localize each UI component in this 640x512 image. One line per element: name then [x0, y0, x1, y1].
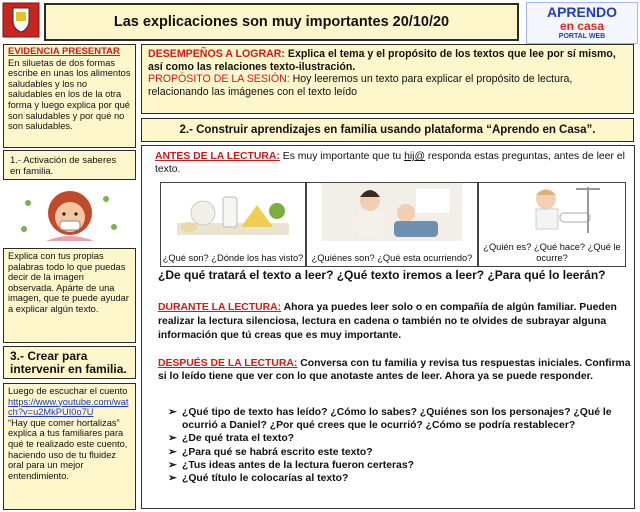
food-image — [173, 183, 293, 241]
durante-text: Ahora ya puedes leer solo o en compañía de algún familiar. Pueden realizar la lectura silenciosa, lectura en cadena o también no te olvides de subrayar alguna información que tú creas que es muy importante. — [158, 302, 617, 341]
question-text: ¿Tus ideas antes de la lectura fueron certeras? — [182, 459, 414, 471]
plataforma-heading: 2.- Construir aprendizajes en familia usando plataforma “Aprendo en Casa”. — [141, 118, 634, 142]
durante-section — [158, 301, 632, 343]
desempenos-box — [141, 44, 634, 114]
injured-boy-image — [492, 183, 612, 235]
list-item — [168, 459, 630, 472]
activacion-box — [3, 150, 136, 180]
despues-label: DESPUÉS DE LA LECTURA: — [158, 358, 298, 369]
antes-text-b: responda estas preguntas, antes de leer el texto. — [155, 151, 625, 175]
antes-word: hij@ — [404, 151, 426, 162]
logo-line-1: APRENDO — [546, 4, 617, 20]
aprendo-en-casa-logo — [526, 2, 638, 44]
despues-section — [158, 357, 632, 383]
despues-text: Conversa con tu familia y revisa tus respuestas iniciales. Confirma si lo leído tiene que ver con lo que anotaste antes de leer. Ahora ya se puede responder. — [158, 358, 631, 383]
antes-section — [155, 150, 631, 176]
explica-text: Explica con tus propias palabras todo lo que puedas decir de la imagen observada. Apárte de una imagen, que te puede ayudar a explicar algún texto. — [8, 251, 129, 314]
question-text: ¿Para qué se habrá escrito este texto? — [182, 446, 373, 458]
proposito-text: Hoy leeremos un texto para explicar el propósito de lectura, relacionando las imágenes con el texto leído — [148, 73, 573, 98]
page-title: Las explicaciones son muy importantes 20/10/20 — [44, 3, 519, 41]
arrow-bullet-icon: ➢ — [168, 446, 177, 458]
school-crest-logo — [2, 2, 40, 38]
desempenos-label: DESEMPEÑOS A LOGRAR: — [148, 48, 285, 60]
arrow-bullet-icon: ➢ — [168, 433, 177, 445]
evidencia-text: En siluetas de dos formas escribe en unas los alimentos saludables y los no saludables en los de la otra forma y luego explica por qué son saludables y por qué no son saludables. — [8, 57, 131, 132]
question-text: ¿De qué trata el texto? — [182, 433, 295, 445]
image-cell-food — [160, 182, 306, 267]
evidencia-box — [3, 44, 136, 148]
list-item — [168, 472, 630, 485]
crear-label: 3.- Crear para intervenir en familia. — [10, 349, 127, 376]
logo-line-2: en casa — [559, 19, 605, 33]
explica-box — [3, 248, 136, 343]
image-caption-3: ¿Quién es? ¿Qué hace? ¿Qué le ocurre? — [483, 242, 621, 263]
arrow-bullet-icon: ➢ — [168, 407, 177, 418]
luego-text-b: “Hay que comer hortalizas” explica a tus familiares para qué te realizado este cuento, haciendo uso de tu fluidez oral para un mejor entendimiento. — [8, 417, 128, 481]
list-item — [168, 432, 630, 445]
list-item — [168, 446, 630, 459]
question-text: ¿Qué título le colocarías al texto? — [182, 473, 349, 485]
girl-with-mask-image — [6, 183, 134, 247]
image-caption-2: ¿Quiénes son? ¿Qué esta ocurriendo? — [311, 252, 473, 263]
image-cell-injured-boy — [478, 182, 626, 267]
antes-text-a: Es muy importante que tu — [282, 151, 402, 162]
crear-box — [3, 346, 136, 379]
activacion-label: 1.- Activación de saberes en familia. — [10, 155, 117, 177]
mother-child-image — [322, 183, 462, 241]
youtube-link[interactable]: https://www.youtube.com/watch?v=u2MkPUI0o7U — [8, 396, 129, 418]
desempenos-text: Explica el tema y el propósito de los textos que lee por sí mismo, así como las relaciones texto-ilustración. — [148, 48, 616, 73]
evidencia-title: EVIDENCIA PRESENTAR — [8, 46, 120, 57]
main-question: ¿De qué tratará el texto a leer? ¿Qué texto iremos a leer? ¿Para qué lo leerán? — [158, 268, 606, 282]
question-list — [168, 406, 630, 485]
logo-line-3: PORTAL WEB — [558, 33, 606, 40]
luego-box — [3, 383, 136, 510]
proposito-label: PROPÓSITO DE LA SESIÓN: — [148, 73, 290, 85]
arrow-bullet-icon: ➢ — [168, 473, 177, 485]
arrow-bullet-icon: ➢ — [168, 459, 177, 471]
list-item — [168, 406, 630, 432]
question-text: ¿Qué tipo de texto has leído? ¿Cómo lo sabes? ¿Quiénes son los personajes? ¿Qué le ocurrió a Daniel? ¿Por qué crees que le ocurrió? ¿Cómo se podría restablecer? — [182, 407, 612, 432]
luego-text-a: Luego de escuchar el cuento — [8, 386, 128, 396]
image-cell-mother-child — [306, 182, 478, 267]
image-caption-1: ¿Qué son? ¿Dónde los has visto? — [162, 252, 304, 263]
antes-label: ANTES DE LA LECTURA: — [155, 151, 280, 162]
durante-label: DURANTE LA LECTURA: — [158, 302, 282, 313]
